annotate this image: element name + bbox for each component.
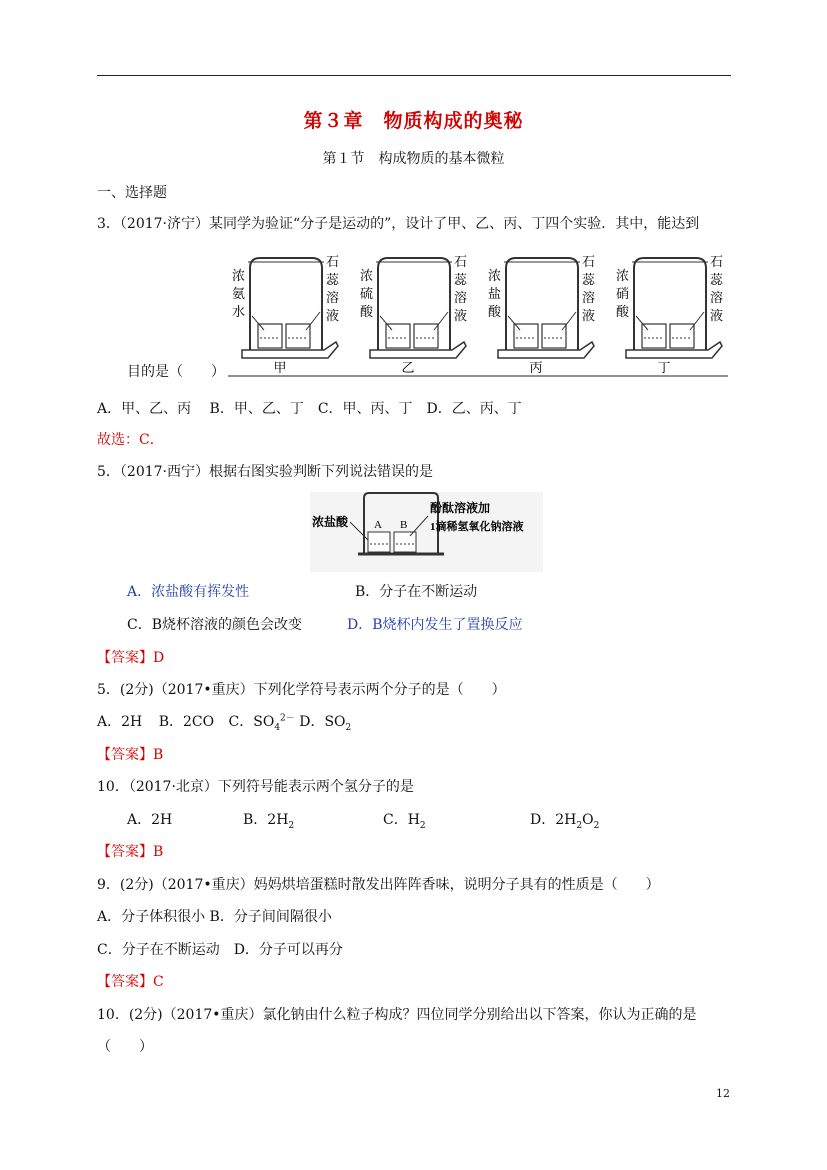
q4-option-b: B．$2H_2$: [243, 812, 295, 831]
q1-panel-caption: 甲: [273, 360, 287, 375]
q1-experiment-figure: [228, 250, 728, 380]
q1-panel-2: [360, 254, 468, 375]
q3-options: [97, 714, 351, 731]
q2-stem: 5．（2017·西宁）根据右图实验判断下列说法错误的是: [97, 464, 433, 480]
q5-answer: 【答案】C: [97, 974, 164, 990]
q1-panel-right-label-char: 石: [582, 254, 596, 269]
q1-stem-line2: 目的是（ ）: [127, 364, 225, 380]
q1-panel-right-label-char: 溶: [582, 290, 596, 305]
q1-panel-right-label-char: 蕊: [326, 272, 340, 287]
q1-panel-left-label-char: 浓: [616, 268, 630, 283]
q2-option-d: D．B烧杯内发生了置换反应: [347, 617, 523, 633]
q4-option-c: C．$H_2$: [383, 812, 426, 831]
q5-options-line1: A．分子体积很小 B．分子间间隔很小: [97, 909, 332, 925]
page-number: 12: [716, 1087, 730, 1100]
q1-options: A．甲、乙、丙 B．甲、乙、丁 C．甲、丙、丁 D．乙、丙、丁: [97, 401, 522, 417]
q1-panel-right-label-char: 蕊: [454, 272, 468, 287]
q5-options-line2: C．分子在不断运动 D．分子可以再分: [97, 942, 343, 958]
q2-option-b: B．分子在不断运动: [355, 584, 478, 600]
q1-panel-right-label-char: 石: [326, 254, 340, 269]
q1-beaker-right: [542, 324, 566, 348]
q1-panel-right-label-char: 液: [582, 308, 596, 323]
q1-panel-left-label-char: 酸: [616, 304, 630, 319]
q3-option-a: A．2H: [97, 714, 143, 730]
q2-beaker-a: A: [374, 519, 382, 531]
q1-beaker-right: [670, 324, 694, 348]
q1-panel-left-label-char: 硝: [616, 286, 630, 301]
q1-panel-left-label-char: 氨: [232, 286, 246, 301]
part-heading: 一、选择题: [97, 185, 167, 201]
q3-stem: 5．(2分)（2017•重庆）下列化学符号表示两个分子的是（ ）: [97, 682, 506, 698]
q5-stem: 9．(2分)（2017•重庆）妈妈烘培蛋糕时散发出阵阵香味，说明分子具有的性质是（ ）: [97, 877, 660, 893]
section-title: 第１节 构成物质的基本微粒: [322, 151, 505, 167]
header-rule: [97, 75, 731, 76]
q1-panel-1: [232, 254, 340, 375]
q2-right-label-2: 1滴稀氢氧化钠溶液: [430, 521, 524, 533]
q4-stem: 10．（2017·北京）下列符号能表示两个氢分子的是: [97, 779, 414, 795]
q1-panel-right-label-char: 液: [710, 308, 724, 323]
q1-panel-left-label-char: 水: [232, 304, 246, 319]
q1-beaker-right: [286, 324, 310, 348]
q6-stem-line1: 10．(2分)（2017•重庆）氯化钠由什么粒子构成？四位同学分别给出以下答案，你认为正确的是: [97, 1007, 697, 1023]
q1-panel-right-label-char: 液: [326, 308, 340, 323]
q1-panel-left-label-char: 浓: [488, 268, 502, 283]
q2-option-a: A．浓盐酸有挥发性: [127, 584, 250, 600]
q2-option-c: C．B烧杯溶液的颜色会改变: [127, 617, 302, 633]
q2-beaker-b: B: [400, 519, 408, 531]
q3-option-b: B．2CO: [158, 714, 215, 730]
q1-panel-3: [488, 254, 596, 375]
q1-panel-right-label-char: 溶: [326, 290, 340, 305]
q1-panel-right-label-char: 蕊: [710, 272, 724, 287]
q3-option-d: D．$SO_2$: [299, 714, 352, 733]
q1-panel-caption: 丙: [529, 360, 543, 375]
q1-panel-right-label-char: 蕊: [582, 272, 596, 287]
q4-option-a: A．2H: [127, 812, 173, 828]
q1-panel-right-label-char: 液: [454, 308, 468, 323]
q1-panel-right-label-char: 溶: [454, 290, 468, 305]
q1-beaker-right: [414, 324, 438, 348]
q4-answer: 【答案】B: [97, 844, 164, 860]
q1-panel-left-label-char: 硫: [360, 286, 374, 301]
q3-answer: 【答案】B: [97, 747, 164, 763]
q1-answer: 故选：C．: [97, 432, 164, 448]
q1-panel-right-label-char: 溶: [710, 290, 724, 305]
q1-panel-left-label-char: 浓: [232, 268, 246, 283]
q1-panel-left-label-char: 盐: [488, 286, 502, 301]
q1-panel-left-label-char: 浓: [360, 268, 374, 283]
q2-experiment-figure: [310, 492, 543, 572]
q1-panel-4: [616, 254, 724, 375]
q1-panel-right-label-char: 石: [454, 254, 468, 269]
q1-stem-line1: 3．（2017·济宁）某同学为验证“分子是运动的”，设计了甲、乙、丙、丁四个实验．其中，能达到: [97, 216, 700, 232]
q1-panel-caption: 乙: [401, 360, 415, 375]
q3-option-c: C．$SO_4^{2-}$: [228, 713, 295, 733]
q1-panel-left-label-char: 酸: [488, 304, 502, 319]
q1-panel-left-label-char: 酸: [360, 304, 374, 319]
q1-panel-caption: 丁: [657, 360, 671, 375]
chapter-title: 第３章 物质构成的奥秘: [303, 110, 524, 132]
q6-stem-line2: （ ）: [97, 1039, 153, 1055]
q2-left-label: 浓盐酸: [312, 515, 349, 529]
q4-option-d: D．$2H_2O_2$: [530, 812, 600, 831]
q2-right-label-1: 酚酞溶液加: [430, 501, 491, 515]
q1-panel-right-label-char: 石: [710, 254, 724, 269]
q2-answer: 【答案】D: [97, 650, 165, 666]
